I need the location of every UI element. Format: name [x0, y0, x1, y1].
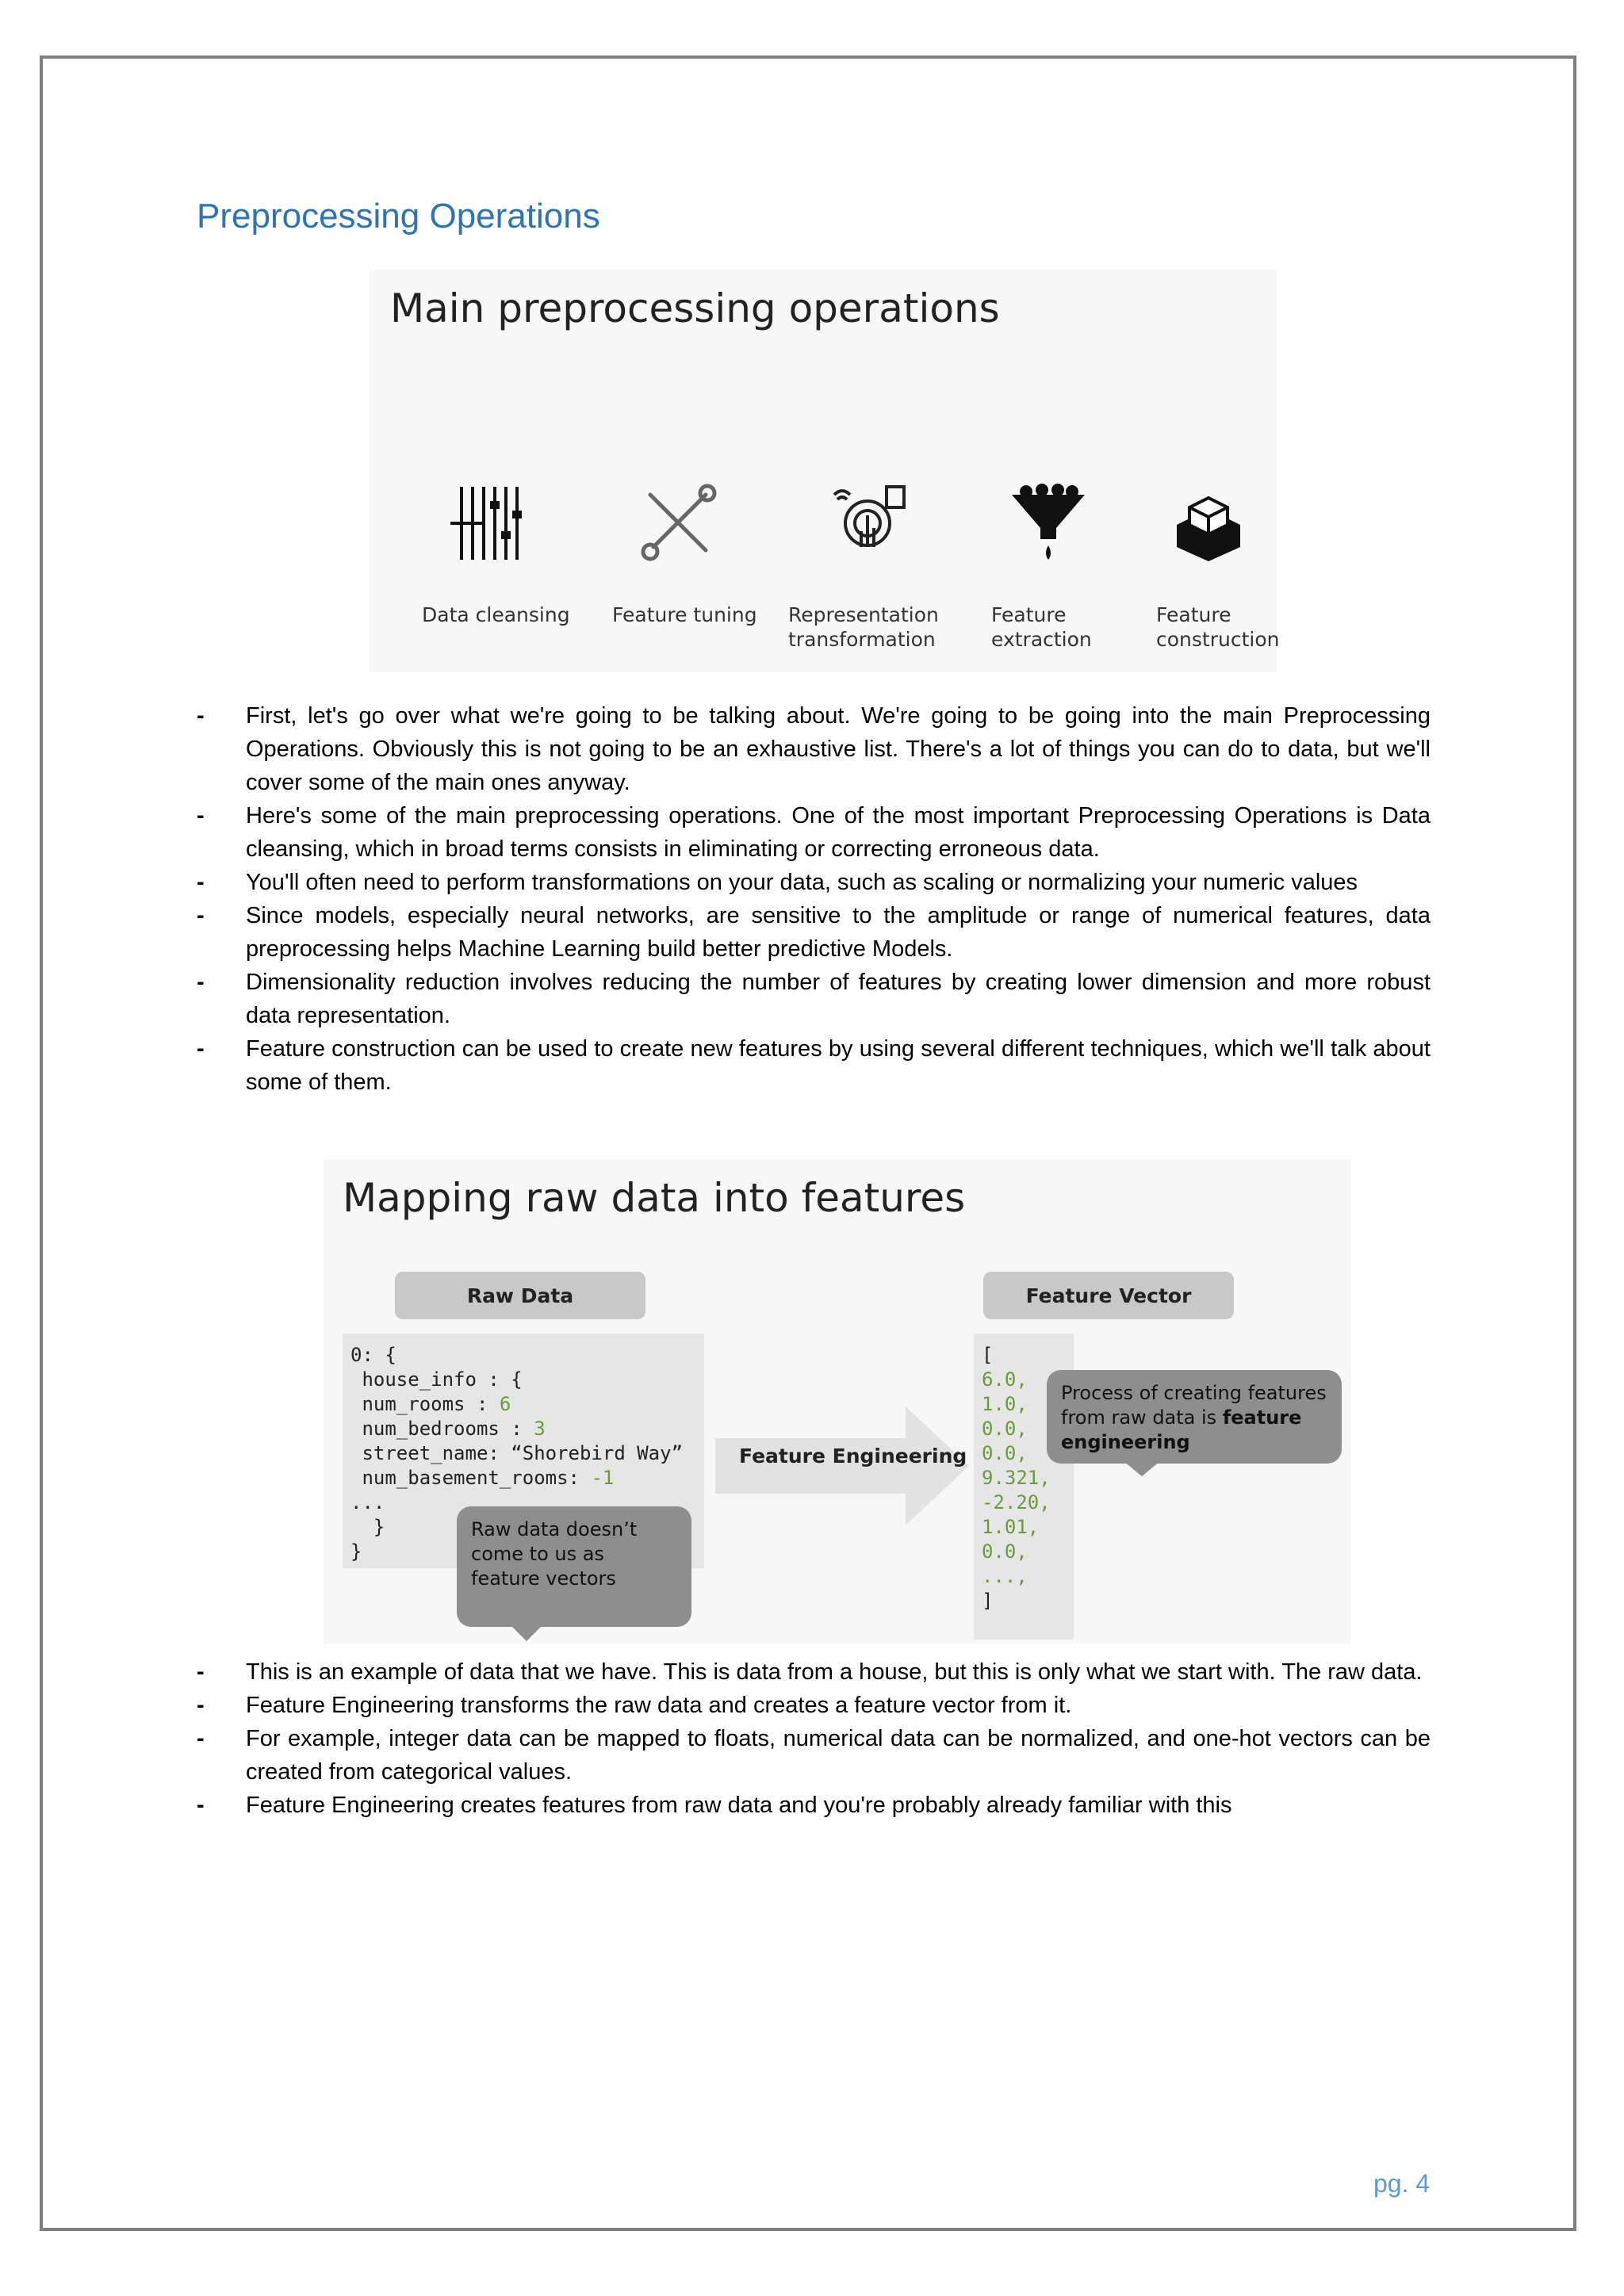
raw-data-code: 0: { house_info : { num_rooms : 6 num_bedrooms : 3 street_name: “Shorebird Way” num_basement_rooms: -1 ... } } — [343, 1334, 704, 1568]
tools-icon — [639, 484, 718, 563]
slide-title: Mapping raw data into features — [343, 1175, 966, 1221]
list-item: - You'll often need to perform transformations on your data, such as scaling or normalizing your numeric values — [197, 870, 1358, 895]
operation-data-cleansing — [450, 484, 609, 563]
operation-feature-tuning — [639, 484, 798, 563]
list-item: - For example, integer data can be mapped to floats, numerical data can be normalized, and one-hot vectors can be created from categorical values. — [197, 1726, 1431, 1785]
bullet-list-operations — [197, 699, 1431, 1099]
operation-label: Feature extraction — [991, 603, 1092, 651]
feature-vector-code: [ 6.0, 1.0, 0.0, 0.0, 9.321, -2.20, 1.01, 0.0, ..., ] — [974, 1334, 1074, 1640]
preprocessing-operations-slide — [370, 270, 1280, 672]
callout-pointer — [1124, 1462, 1159, 1476]
operation-feature-construction — [1169, 484, 1327, 563]
callout-pointer — [511, 1625, 542, 1641]
list-item: - Here's some of the main preprocessing operations. One of the most important Preprocessing Operations is Data cleansing, which in broad terms consists in eliminating or correcting erroneous data. — [197, 803, 1431, 862]
list-item: - Feature Engineering creates features from raw data and you're probably already familiar with this — [197, 1793, 1232, 1818]
slide-title: Main preprocessing operations — [390, 285, 1000, 331]
operation-label: Representation transformation — [788, 603, 939, 651]
blocks-icon — [1169, 484, 1248, 563]
sliders-icon — [450, 484, 527, 563]
feature-mapping-slide — [324, 1159, 1351, 1644]
feature-engineering-callout: Process of creating features from raw data is feature engineering — [1047, 1370, 1342, 1464]
list-item: - This is an example of data that we have. This is data from a house, but this is only what we start with. The raw data. — [197, 1659, 1423, 1685]
list-item: - Feature construction can be used to create new features by using several different techniques, which we'll talk about some of them. — [197, 1036, 1431, 1095]
bullet-list-feature-engineering — [197, 1655, 1431, 1822]
operation-feature-extraction — [1010, 484, 1169, 563]
list-item: - Dimensionality reduction involves reducing the number of features by creating lower dimension and more robust data representation. — [197, 970, 1431, 1028]
page-heading: Preprocessing Operations — [197, 197, 600, 235]
list-item: - Since models, especially neural networks, are sensitive to the amplitude or range of numerical features, data preprocessing helps Machine Learning build better predictive Models. — [197, 903, 1431, 962]
page-number: pg. 4 — [1373, 2169, 1431, 2198]
touch-settings-icon — [828, 484, 907, 563]
operation-label: Feature tuning — [612, 603, 757, 626]
operation-label: Data cleansing — [422, 603, 570, 626]
arrow-label: Feature Engineering — [739, 1445, 967, 1468]
funnel-icon — [1010, 484, 1086, 563]
feature-vector-label: Feature Vector — [983, 1272, 1234, 1319]
list-item: - First, let's go over what we're going to be talking about. We're going to be going into the main Preprocessing Operations. Obviously this is not going to be an exhaustive list. There's a lot of things you can do to data, but we'll cover some of the main ones anyway. — [197, 703, 1431, 795]
operation-label: Feature construction — [1156, 603, 1280, 651]
raw-data-callout: Raw data doesn’t come to us as feature vectors — [457, 1506, 691, 1627]
operation-representation-transformation — [828, 484, 986, 563]
raw-data-label: Raw Data — [395, 1272, 645, 1319]
list-item: - Feature Engineering transforms the raw data and creates a feature vector from it. — [197, 1693, 1072, 1718]
